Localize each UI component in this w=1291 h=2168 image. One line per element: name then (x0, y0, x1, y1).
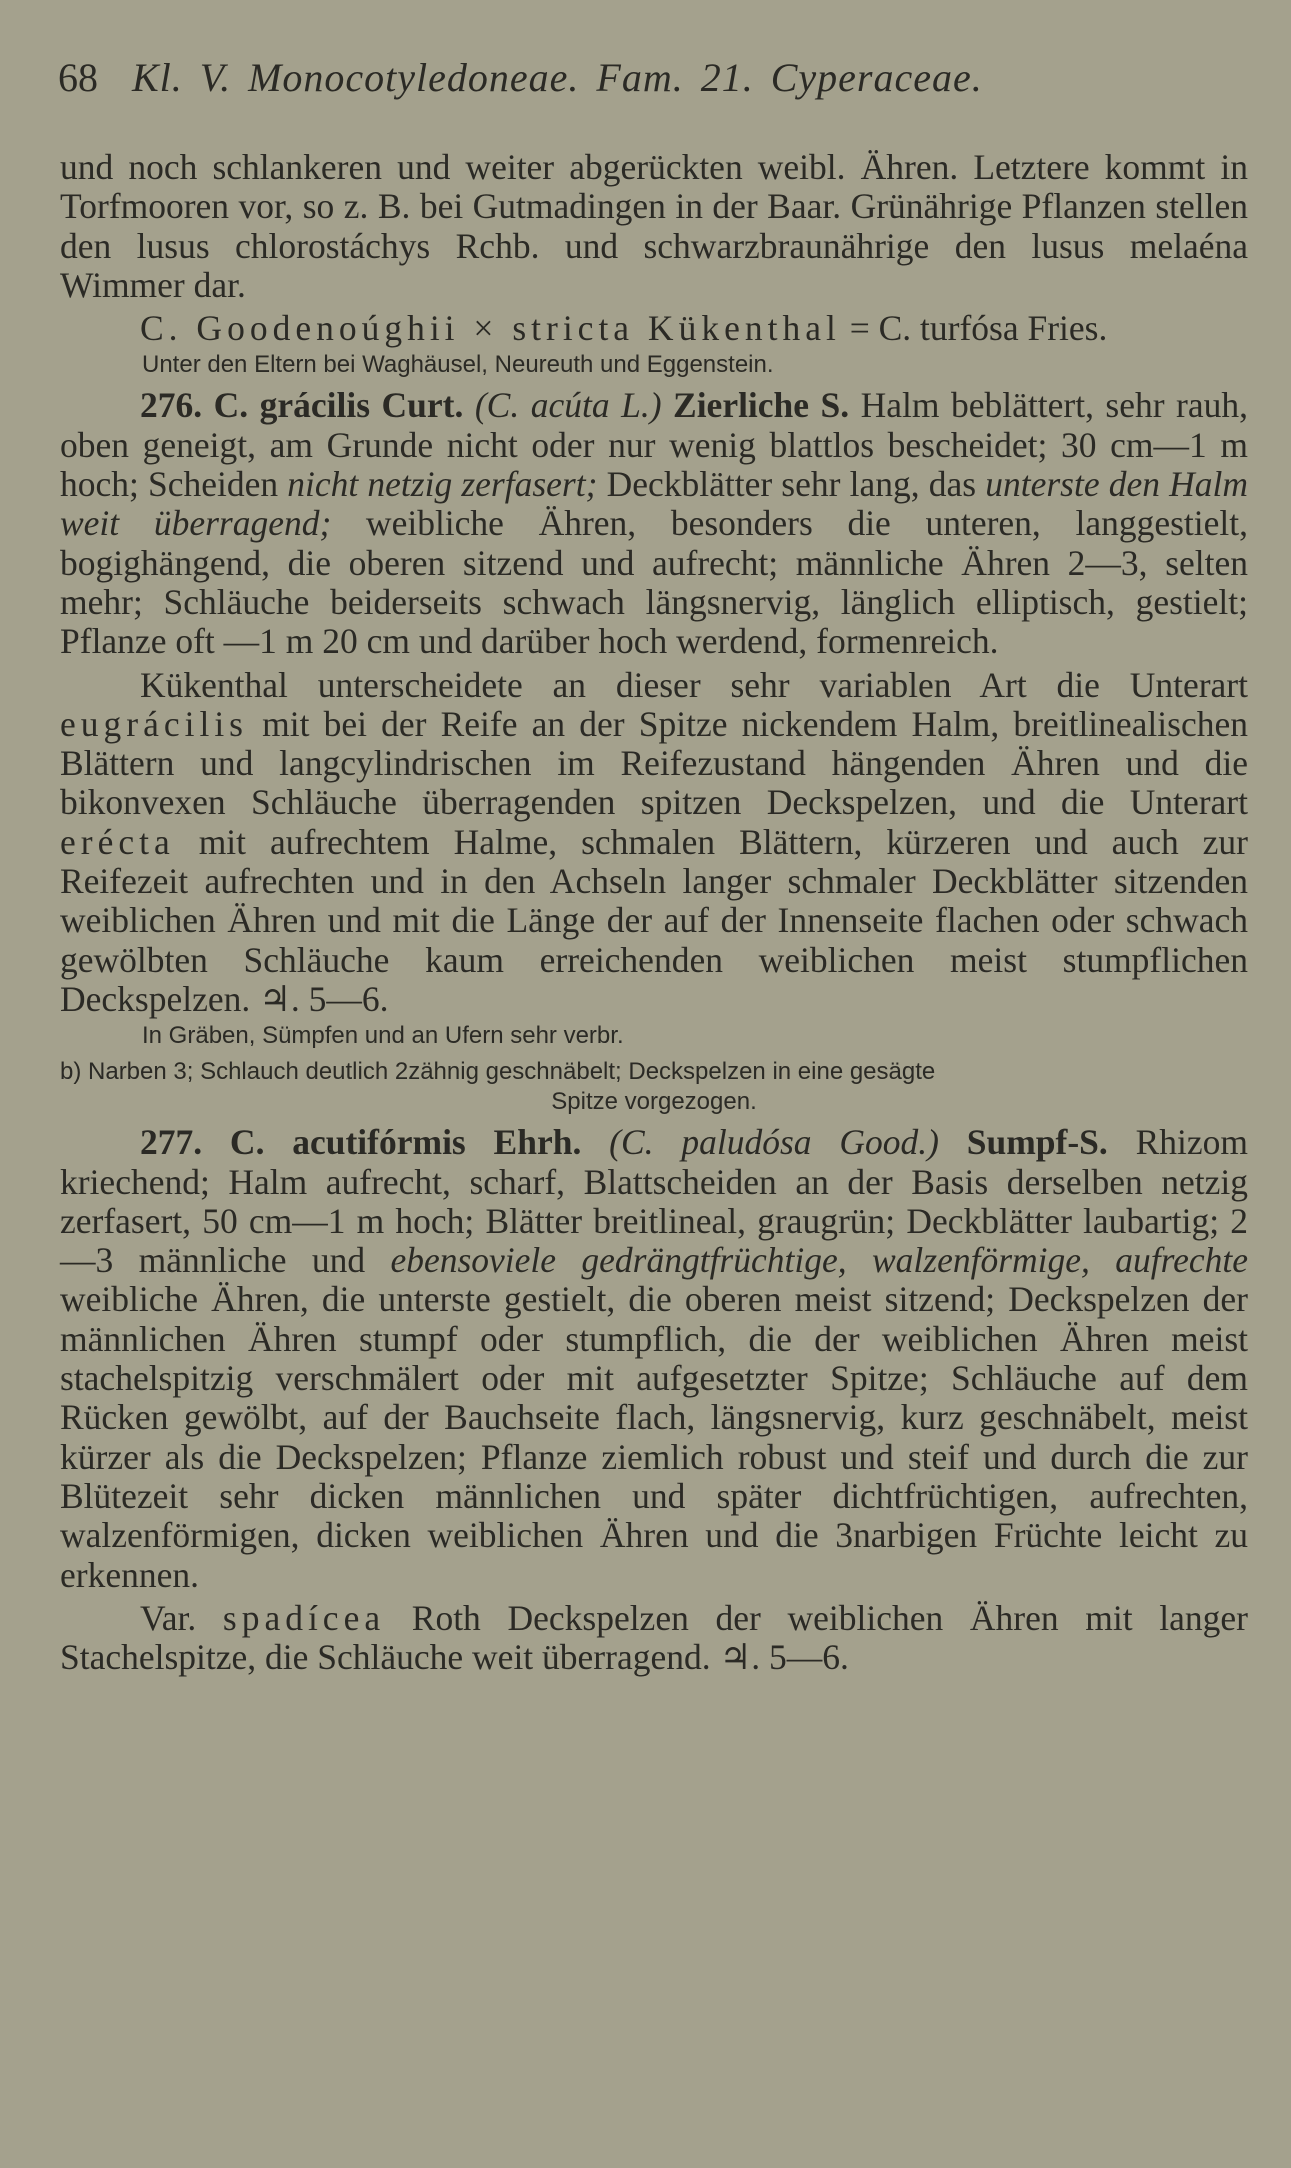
page-number: 68 (58, 55, 98, 100)
variety-text-2: Roth Deckspelzen der weiblichen Ähren mit langer Stachelspitze, die Schläuche weit überragend. ♃. 5—6. (60, 1597, 1248, 1678)
subspecies-text-1: Kükenthal unterscheidete an dieser sehr variablen Art die Unterart (140, 664, 1248, 705)
hybrid-locality-note: Unter den Eltern bei Waghäusel, Neureuth und Eggenstein. (142, 351, 774, 379)
paragraph-lusus: und noch schlankeren und weiter abgerückten weibl. Ähren. Letztere kommt in Torfmooren vor, so z. B. bei Gutmadingen in der Baar. Grünährige Pflanzen stellen den lusus chlorostáchys Rchb. und schwarzbraunährige den lusus melaéna Wimmer dar. (60, 147, 1248, 305)
page-header (58, 52, 1253, 104)
variety-spadicea-entry (60, 1599, 1248, 1678)
species-276-habitat-note: In Gräben, Sümpfen und an Ufern sehr verbr. (142, 1022, 624, 1050)
species-277-common-name: Sumpf-S. (966, 1122, 1108, 1163)
page-body (60, 148, 1248, 1677)
species-276-subspecies-paragraph (60, 666, 1248, 1020)
species-277-text-2: weibliche Ähren, die unterste gestielt, die oberen meist sitzend; Deckspelzen der männlichen Ähren stumpf oder stumpflich, die der weiblichen Ähren meist stachelspitzig verschmälert oder mit aufgesetzter Spitze; Schläuche auf dem Rücken gewölbt, auf der Bauchseite flach, längsnervig, kurz geschnäbelt, meist kürzer als die Deckspelzen; Pflanze ziemlich robust und steif und durch die zur Blütezeit sehr dicken männlichen und später dichtfrüchtigen, aufrechten, walzenförmigen, dicken weiblichen Ähren und die 3narbigen Früchte leicht zu erkennen. (60, 1279, 1248, 1595)
species-276-name: 276. C. grácilis Curt. (140, 385, 464, 426)
species-276-italic-2: unterste den Halm weit überragend; (60, 464, 1249, 544)
key-b-line-2: Spitze vorgezogen. (551, 1088, 757, 1116)
species-276-italic-1: nicht netzig zerfasert; (287, 464, 598, 505)
subspecies-erecta: erécta (60, 821, 175, 862)
key-b-line-1: b) Narben 3; Schlauch deutlich 2zähnig geschnäbelt; Deckspelzen in eine gesägte (60, 1058, 936, 1086)
species-276-common-name: Zierliche S. (673, 385, 850, 426)
hybrid-synonym: = C. turfósa Fries. (840, 308, 1108, 349)
subspecies-text-2: mit bei der Reife an der Spitze nickendem Halm, breitlinealischen Blättern und langcylindrischen im Reifezustand hängenden Ähren und die bikonvexen Schläuche überragenden spitzen Deckspelzen, und die Unterart (60, 703, 1248, 823)
species-276-text-3: weibliche Ähren, besonders die unteren, langgestielt, bogighängend, die oberen sitzend und aufrecht; männliche Ähren 2—3, selten mehr; Schläuche beiderseits schwach längsnervig, länglich elliptisch, gestielt; Pflanze oft —1 m 20 cm und darüber hoch werdend, formenreich. (60, 503, 1248, 662)
variety-name: spadícea (222, 1597, 386, 1638)
running-title: Kl. V. Monocotyledoneae. Fam. 21. Cyperaceae. (132, 55, 983, 100)
species-276-text-1: Halm beblättert, sehr rauh, oben geneigt, am Grunde nicht oder nur wenig blattlos bescheidet; 30 cm—1 m hoch; Scheiden (60, 385, 1249, 505)
hybrid-entry (60, 309, 1248, 348)
species-277-name: 277. C. acutifórmis Ehrh. (140, 1122, 582, 1163)
subspecies-text-3: mit aufrechtem Halme, schmalen Blättern, kürzeren und auch zur Reifezeit aufrechten und in den Achseln langer schmaler Deckblätter sitzenden weiblichen Ähren und mit die Länge der auf der Innenseite flachen oder schwach gewölbten Schläuche kaum erreichenden weiblichen meist stumpflichen Deckspelzen. ♃. 5—6. (60, 821, 1248, 1019)
species-276-synonym: (C. acúta L.) (463, 385, 674, 426)
subspecies-eugracilis: eugrácilis (60, 703, 248, 744)
hybrid-name: C. Goodenoúghii × stricta Kükenthal (140, 308, 841, 349)
species-276-entry (60, 386, 1248, 661)
species-277-synonym: (C. paludósa Good.) (581, 1122, 967, 1163)
species-277-text-1: Rhizom kriechend; Halm aufrecht, scharf, Blattscheiden an der Basis derselben netzig zerfasert, 50 cm—1 m hoch; Blätter breitlineal, graugrün; Deckblätter laubartig; 2—3 männliche und (60, 1122, 1248, 1281)
species-276-text-2: Deckblätter sehr lang, das (597, 464, 986, 505)
variety-text-1: Var. (140, 1597, 223, 1638)
species-277-italic-1: ebensoviele gedrängtfrüchtige, walzenförmige, aufrechte (390, 1240, 1249, 1281)
species-277-entry (60, 1123, 1248, 1595)
